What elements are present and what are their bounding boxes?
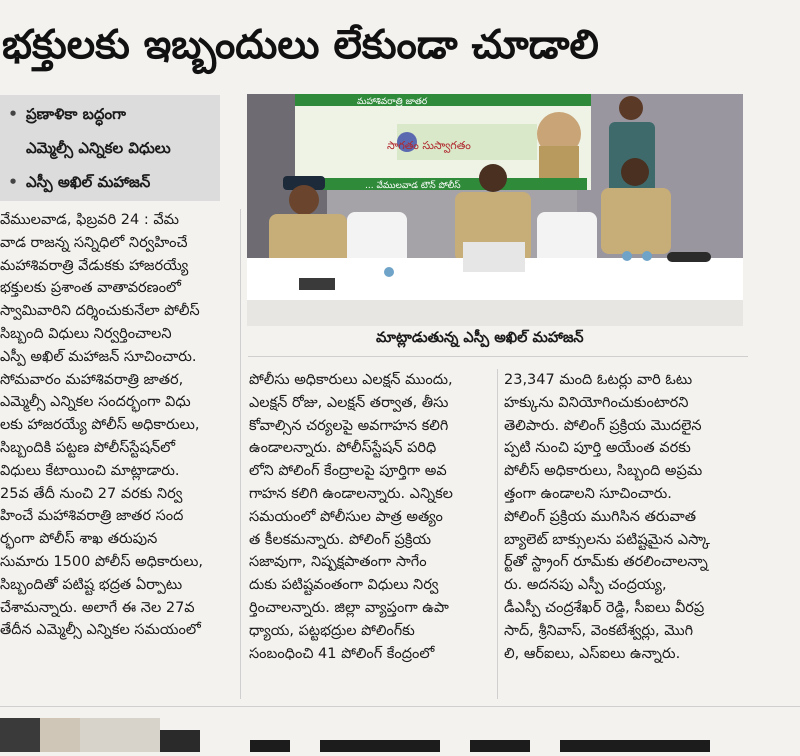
text-line: 23,347 మంది ఓటర్లు వారి ఓటు [504, 372, 693, 388]
next-article-preview [0, 710, 800, 752]
text-line: సిబ్బంది విధులు నిర్వర్తించాలని [0, 325, 172, 342]
text-line: పోలీస్ అధికారులు, సిబ్బంది అప్రమ [504, 463, 703, 480]
text-line: ప్పటి నుంచి పూర్తి అయేంత వరకు [504, 440, 691, 457]
text-line: బ్యాలెట్ బాక్సులను పటిష్టమైన ఎస్కా [504, 531, 710, 548]
banner-title: మహాశివరాత్రి జాతర [357, 97, 428, 107]
text-line: తెలిపారు. పోలింగ్ ప్రక్రియ మొదలైన [504, 417, 702, 434]
summary-text: ఎస్పీ అఖిల్ మహాజన్ [26, 173, 151, 191]
text-line: వేములవాడ, ఫిబ్రవరి 24 : వేమ [0, 212, 179, 228]
column-divider [497, 369, 498, 699]
text-line: ర్భంగా పోలీస్ శాఖ తరుపున [0, 531, 158, 548]
banner-footer: ... వేములవాడ టౌన్ పోలీస్ [365, 181, 461, 191]
article-column-3 [504, 369, 748, 665]
text-line: హించే మహాశివరాత్రి జాతర సంద [0, 508, 184, 525]
text-line: ఎస్పీ అఖిల్ మహాజన్ సూచించారు. [0, 348, 197, 365]
text-line: హక్కును వినియోగించుకుంటారని [504, 394, 689, 411]
summary-point [0, 139, 171, 161]
text-line: విధులు కేటాయించి మాట్లాడారు. [0, 462, 180, 479]
caption-divider [248, 356, 748, 357]
event-banner [295, 94, 591, 191]
text-line: ర్తించాలన్నారు. జిల్లా వ్యాప్తంగా ఉపా [249, 599, 449, 616]
text-line: సాద్, శ్రీనివాస్, వెంకటేశ్వర్లు, మొగి [504, 622, 694, 639]
bullet-icon: • [8, 105, 18, 123]
article-column-1 [0, 209, 236, 642]
text-line: లకు హాజరయ్యే పోలీస్ అధికారులు, [0, 417, 200, 434]
text-line: ఎమ్మెల్సీ ఎన్నికల సందర్భంగా విధు [0, 394, 191, 411]
text-line: సోమవారం మహాశివరాత్రి జాతర, [0, 371, 184, 388]
summary-point [0, 173, 150, 195]
text-line: కోవాల్సిన చర్యలపై అవగాహన కలిగి [249, 417, 449, 434]
text-line: ర్ట్‌తో స్ట్రాంగ్ రూమ్‌కు తరలించాలన్నా [504, 554, 708, 571]
photo-caption: మాట్లాడుతున్న ఎస్పీ అఖిల్ మహాజన్ [376, 330, 584, 346]
text-line: గాహన కలిగి ఉండాలన్నారు. ఎన్నికల [249, 485, 453, 502]
article-column-2 [249, 369, 493, 665]
summary-point [0, 105, 126, 127]
text-line: స్వామివారిని దర్శించుకునేలా పోలీస్ [0, 303, 200, 320]
photo-illustration [247, 94, 743, 326]
text-line: సంబంధించి 41 పోలింగ్ కేంద్రంలో [249, 645, 435, 662]
text-line: 25వ తేదీ నుంచి 27 వరకు నిర్వ [0, 485, 183, 502]
summary-box [0, 95, 220, 201]
text-line: రు. అదనపు ఎస్పీ చంద్రయ్య, [504, 577, 667, 594]
article-photo [247, 94, 743, 326]
article-headline: భక్తులకు ఇబ్బందులు లేకుండా చూడాలి [2, 22, 599, 68]
text-line: లోని పోలింగ్ కేంద్రాలపై పూర్తిగా అవ [249, 463, 447, 480]
text-line: సిబ్బందితో పటిష్ట భద్రత ఏర్పాటు [0, 576, 183, 593]
text-line: సిబ్బందికి పట్టణ పోలీస్‌స్టేషన్‌లో [0, 439, 176, 456]
column-divider [240, 209, 241, 699]
text-line: మహాశివరాత్రి వేడుకకు హాజరయ్యే [0, 257, 189, 274]
text-line: లి, ఆర్‌ఐలు, ఎస్‌ఐలు ఉన్నారు. [504, 645, 681, 662]
text-line: తేదీన ఎమ్మెల్సీ ఎన్నికల సమయంలో [0, 622, 201, 639]
text-line: పోలీసు అధికారులు ఎలక్షన్ ముందు, [249, 372, 453, 388]
summary-text: ప్రణాళికా బద్ధంగా [26, 105, 126, 123]
section-divider [0, 706, 800, 707]
text-line: సుమారు 1500 పోలీస్ అధికారులు, [0, 553, 204, 570]
text-line: డీఎస్పీ చంద్రశేఖర్ రెడ్డి, సీఐలు వీరప్ర [504, 599, 705, 616]
banner-welcome: సాగతం సుస్వాగతం [387, 139, 471, 152]
text-line: సజావుగా, నిష్పక్షపాతంగా సాగేం [249, 554, 427, 571]
text-line: పోలింగ్ ప్రక్రియ ముగిసిన తరువాత [504, 508, 696, 525]
text-line: త కీలకమన్నారు. పోలింగ్ ప్రక్రియ [249, 531, 432, 548]
text-line: వాడ రాజన్న సన్నిధిలో నిర్వహించే [0, 234, 188, 251]
bullet-icon: • [8, 173, 18, 191]
text-line: ఉండాలన్నారు. పోలీస్‌స్టేషన్ పరిధి [249, 440, 437, 457]
text-line: చేశామన్నారు. అలాగే ఈ నెల 27వ [0, 599, 195, 616]
text-line: ధ్యాయ, పట్టభద్రుల పోలింగ్‌కు [249, 622, 415, 639]
text-line: దుకు పటిష్టవంతంగా విధులు నిర్వ [249, 577, 439, 594]
text-line: భక్తులకు ప్రశాంత వాతావరణంలో [0, 280, 181, 297]
text-line: ఎలక్షన్ రోజు, ఎలక్షన్ తర్వాత, తీసు [249, 394, 449, 411]
next-article-strip [0, 710, 800, 752]
text-line: సమయంలో పోలీసుల పాత్ర అత్యం [249, 508, 443, 525]
summary-text: ఎమ్మెల్సీ ఎన్నికల విధులు [26, 139, 171, 157]
text-line: త్తంగా ఉండాలని సూచించారు. [504, 485, 672, 502]
